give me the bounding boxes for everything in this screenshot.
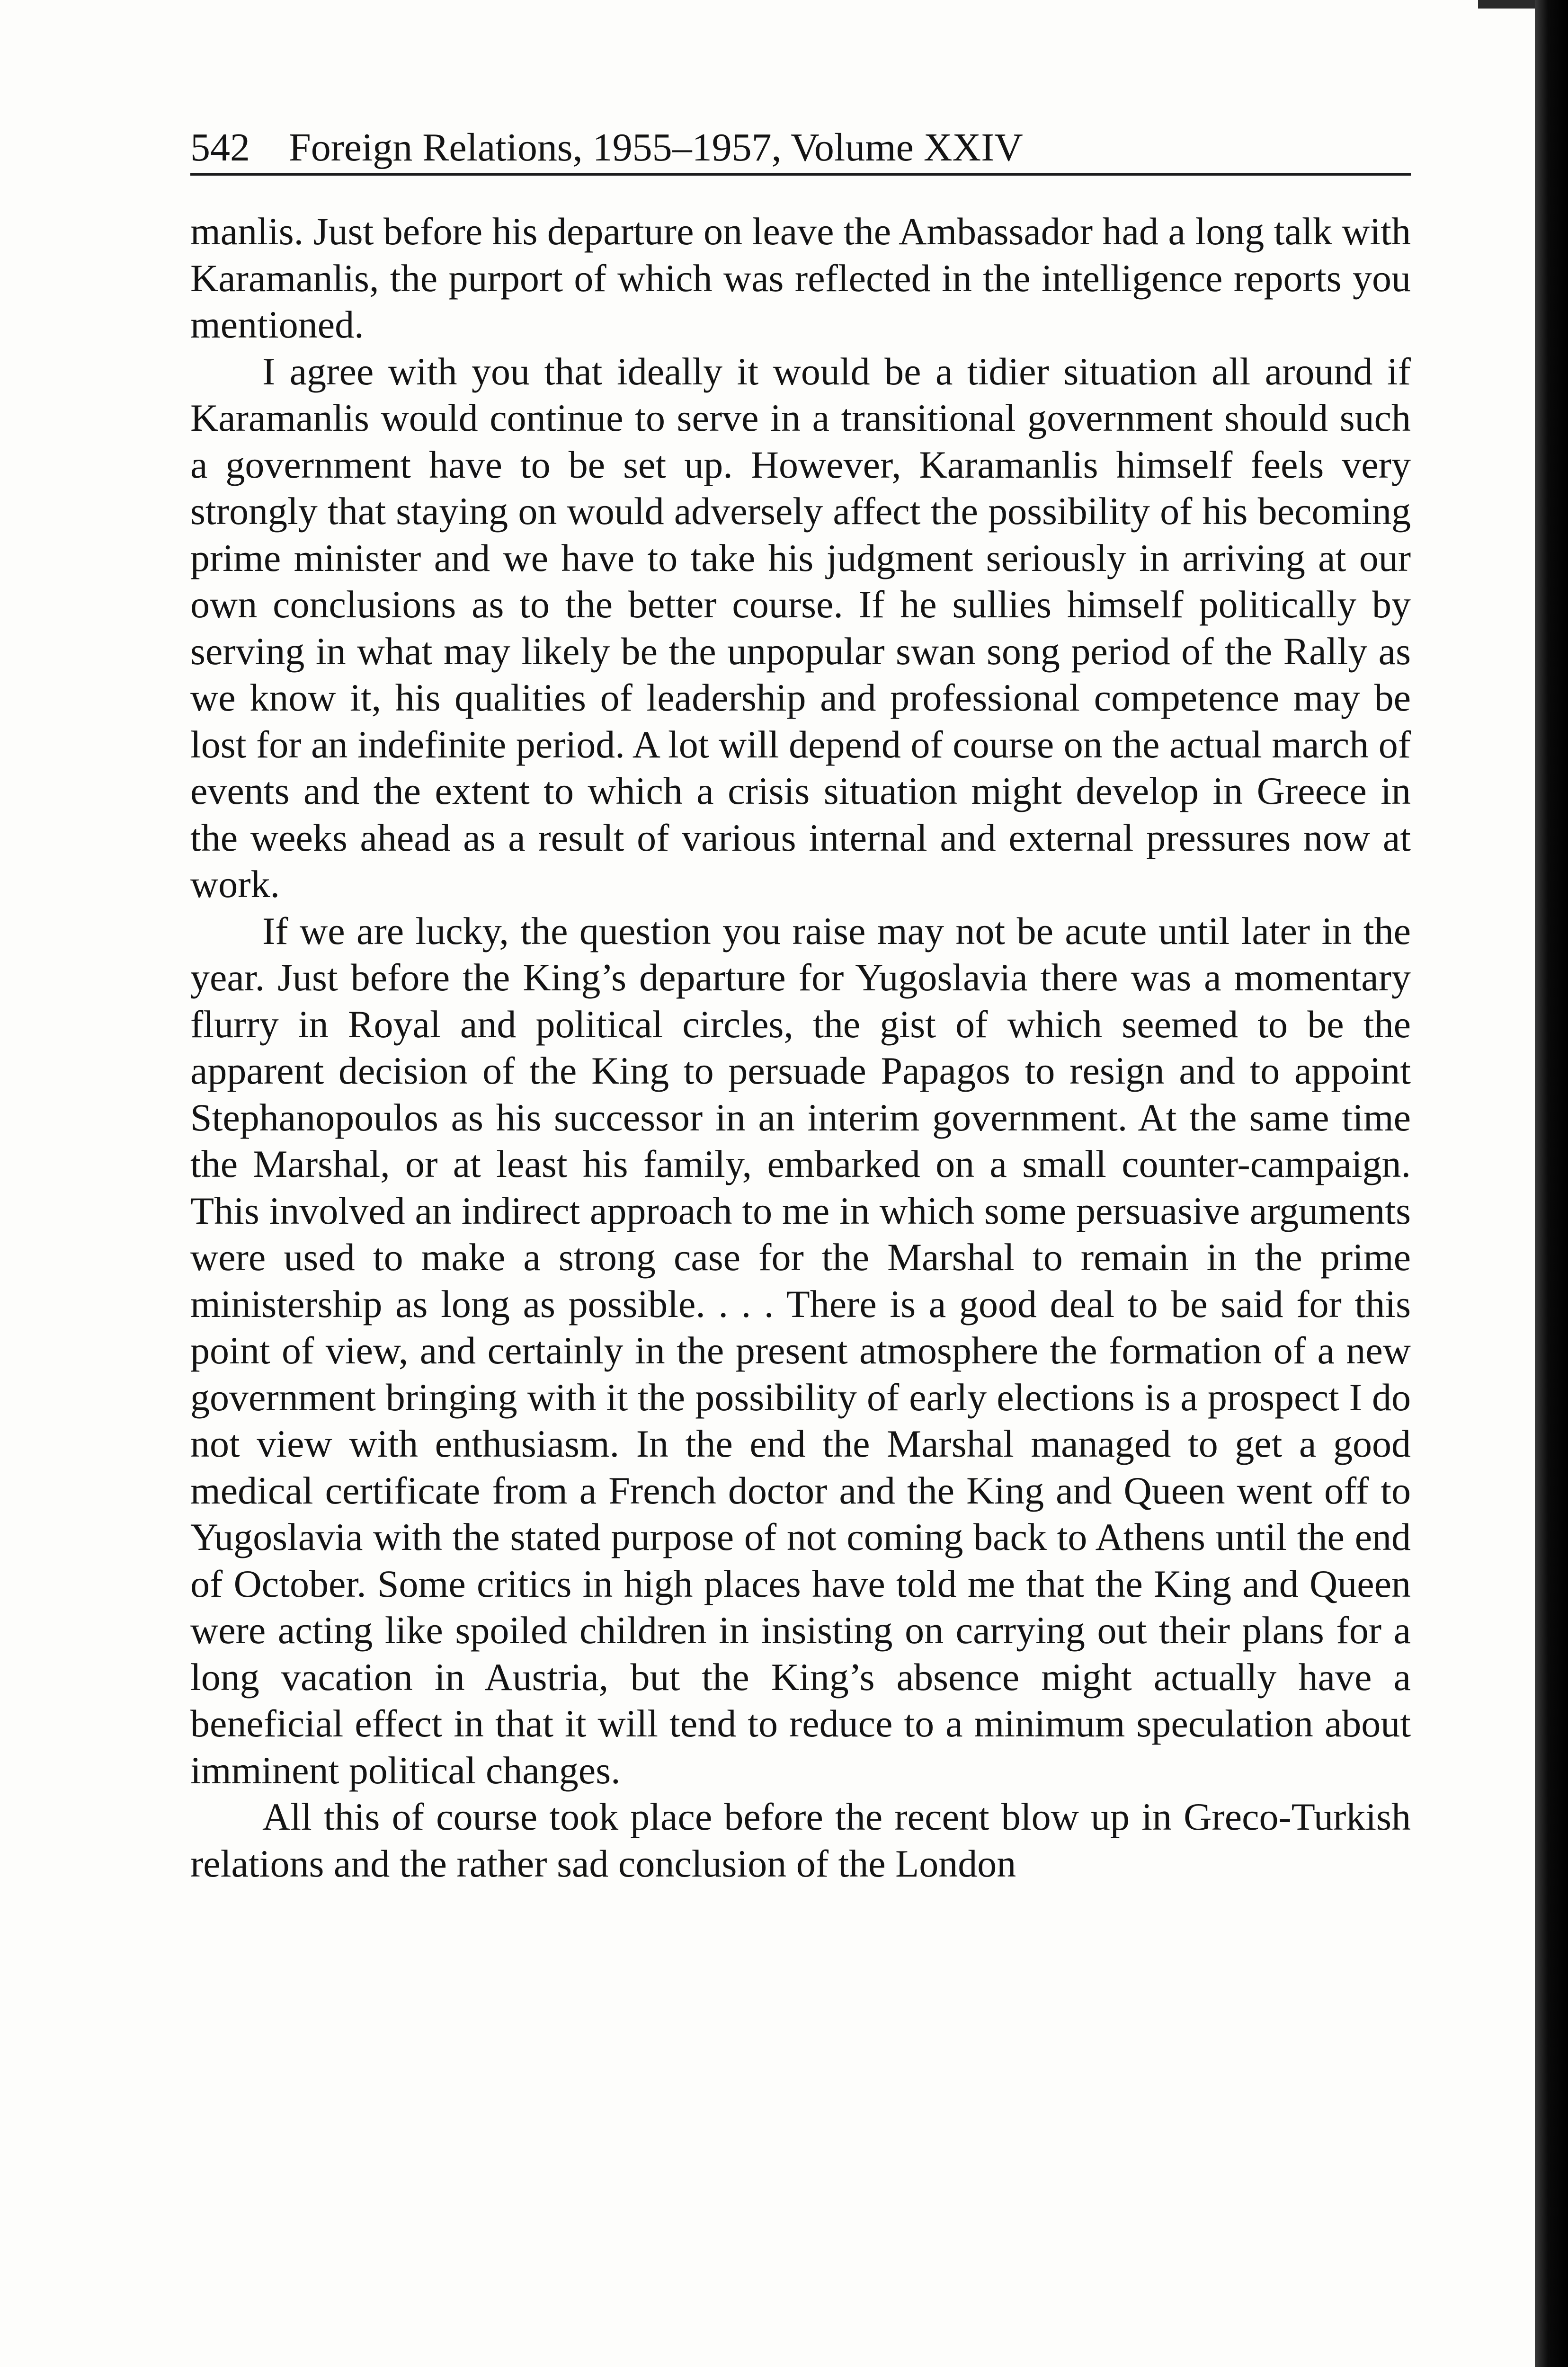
scan-edge-shadow (1535, 0, 1568, 2367)
body-text (190, 208, 1411, 1887)
paragraph-3: If we are lucky, the question you raise may not be acute until later in the year. Just before the King’s departure for Yugoslavia there was a momentary flurry in Royal and political circles, the gist of which seemed to be the apparent decision of the King to persuade Papagos to resign and to appoint Stephanopoulos as his successor in an interim government. At the same time the Marshal, or at least his family, embarked on a small counter-campaign. This involved an indirect approach to me in which some persuasive arguments were used to make a strong case for the Marshal to remain in the prime ministership as long as possible. . . . There is a good deal to be said for this point of view, and certainly in the present atmosphere the formation of a new government bringing with it the possibility of early elections is a prospect I do not view with enthusiasm. In the end the Marshal managed to get a good medical certificate from a French doctor and the King and Queen went off to Yugoslavia with the stated purpose of not coming back to Athens until the end of October. Some critics in high places have told me that the King and Queen were acting like spoiled children in insisting on carrying out their plans for a long vacation in Austria, but the King’s absence might actually have a beneficial effect in that it will tend to reduce to a minimum speculation about imminent political changes. (190, 909, 1411, 1792)
paragraph-4: All this of course took place before the recent blow up in Greco-Turkish relations and the rather sad conclusion of the London (190, 1795, 1411, 1885)
paragraph-2: I agree with you that ideally it would be a tidier situation all around if Karamanlis would continue to serve in a transitional government should such a government have to be set up. However, Karamanlis himself feels very strongly that staying on would adversely affect the possibility of his becoming prime minister and we have to take his judgment seriously in arriving at our own conclusions as to the better course. If he sullies himself politically by serving in what may likely be the unpopular swan song period of the Rally as we know it, his qualities of leadership and professional competence may be lost for an indefinite period. A lot will depend of course on the actual march of events and the extent to which a crisis situation might develop in Greece in the weeks ahead as a result of various internal and external pressures now at work. (190, 349, 1411, 906)
paragraph-1: manlis. Just before his departure on leave the Ambassador had a long talk with Karamanlis, the purport of which was reflected in the intelligence reports you mentioned. (190, 210, 1411, 346)
running-head (190, 122, 1411, 176)
page-number: 542 (190, 125, 250, 169)
running-title: Foreign Relations, 1955–1957, Volume XXIV (289, 125, 1023, 169)
scan-edge-mark (1478, 0, 1535, 9)
